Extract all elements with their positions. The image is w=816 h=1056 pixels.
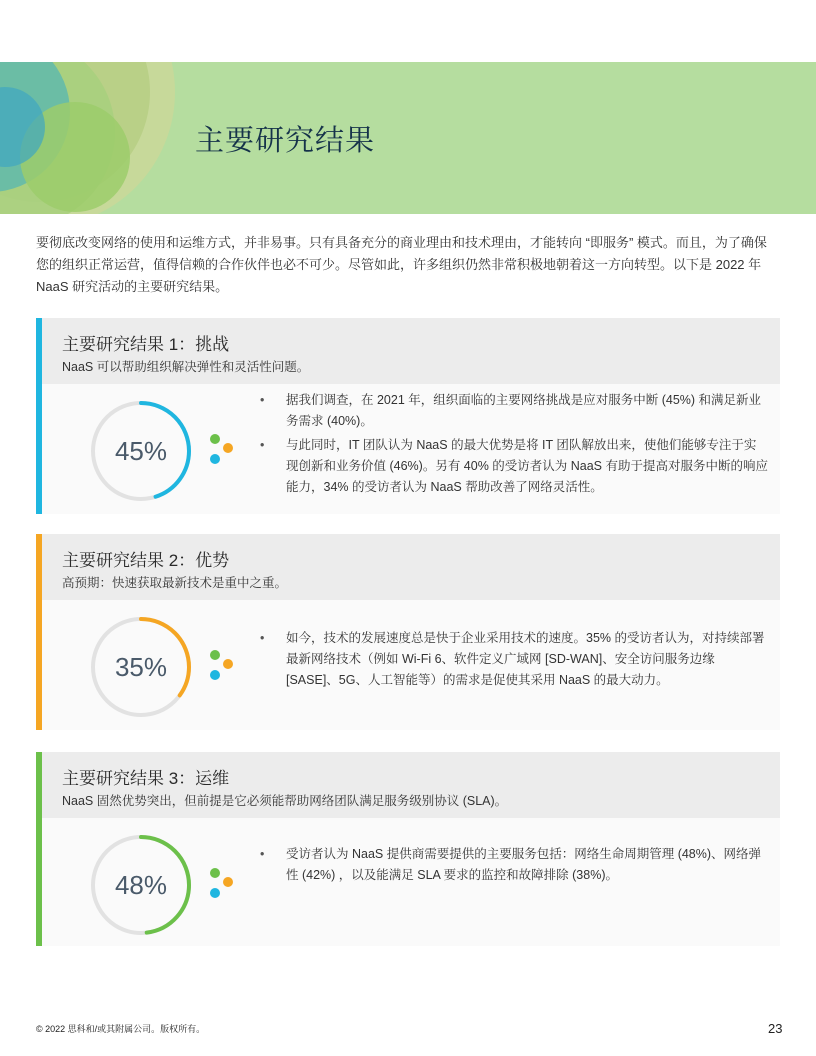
header-banner xyxy=(0,62,816,214)
percent-ring-chart xyxy=(86,396,196,506)
finding-card-1 xyxy=(36,318,780,514)
finding-body xyxy=(42,600,780,730)
page-title: 主要研究结果 xyxy=(195,125,376,157)
finding-bullet-list xyxy=(258,628,768,694)
three-dots-icon xyxy=(207,866,237,902)
finding-bullet-list xyxy=(258,844,768,889)
intro-paragraph: 要彻底改变网络的使用和运维方式，并非易事。只有具备充分的商业理由和技术理由，才能转向 “即服务” 模式。而且，为了确保您的组织正常运营，值得信赖的合作伙伴也必不可少。尽管如此，许多组织仍然非常积极地朝着这一方向转型。以下是 2022 年 NaaS 研究活动的主要研究结果。 xyxy=(36,235,767,294)
percent-ring-chart xyxy=(86,830,196,940)
finding-title: 主要研究结果 3：运维 xyxy=(62,769,230,788)
ring-percent-label: 45% xyxy=(114,436,168,466)
three-dots-icon xyxy=(207,432,237,468)
bullet-item: • 与此同时，IT 团队认为 NaaS 的最大优势是将 IT 团队解放出来，使他们能够专注于实现创新和业务价值 (46%)。另有 40% 的受访者认为 NaaS 有助于提高对服务中断的响应能力，34% 的受访者认为 NaaS 帮助改善了网络灵活性。 xyxy=(258,435,768,498)
percent-ring-chart xyxy=(86,612,196,722)
finding-subtitle: 高预期：快速获取最新技术是重中之重。 xyxy=(62,576,288,590)
finding-title: 主要研究结果 2：优势 xyxy=(62,551,230,570)
bullet-item: • 受访者认为 NaaS 提供商需要提供的主要服务包括：网络生命周期管理 (48%)、网络弹性 (42%) ，以及能满足 SLA 要求的监控和故障排除 (38%)。 xyxy=(258,844,768,886)
finding-bullet-list xyxy=(258,390,768,501)
ring-percent-label: 35% xyxy=(114,652,168,682)
finding-card-2 xyxy=(36,534,780,730)
finding-header xyxy=(42,534,780,600)
finding-title: 主要研究结果 1：挑战 xyxy=(62,335,230,354)
bullet-item: • 据我们调查，在 2021 年，组织面临的主要网络挑战是应对服务中断 (45%) 和满足新业务需求 (40%)。 xyxy=(258,390,768,432)
bullet-item: • 如今，技术的发展速度总是快于企业采用技术的速度。35% 的受访者认为，对持续部署最新网络技术（例如 Wi-Fi 6、软件定义广域网 [SD-WAN]、安全访问服务边缘 [SASE]、5G、人工智能等）的需求是促使其采用 NaaS 的最大动力。 xyxy=(258,628,768,691)
finding-subtitle: NaaS 固然优势突出，但前提是它必须能帮助网络团队满足服务级别协议 (SLA)。 xyxy=(62,794,508,808)
page-number: 23 xyxy=(768,1021,783,1036)
finding-card-3 xyxy=(36,752,780,946)
finding-header xyxy=(42,318,780,384)
copyright-notice: © 2022 思科和/或其附属公司。版权所有。 xyxy=(36,1024,206,1034)
finding-body xyxy=(42,818,780,946)
finding-body xyxy=(42,384,780,514)
finding-subtitle: NaaS 可以帮助组织解决弹性和灵活性问题。 xyxy=(62,360,310,374)
ring-percent-label: 48% xyxy=(114,870,168,900)
finding-header xyxy=(42,752,780,818)
three-dots-icon xyxy=(207,648,237,684)
